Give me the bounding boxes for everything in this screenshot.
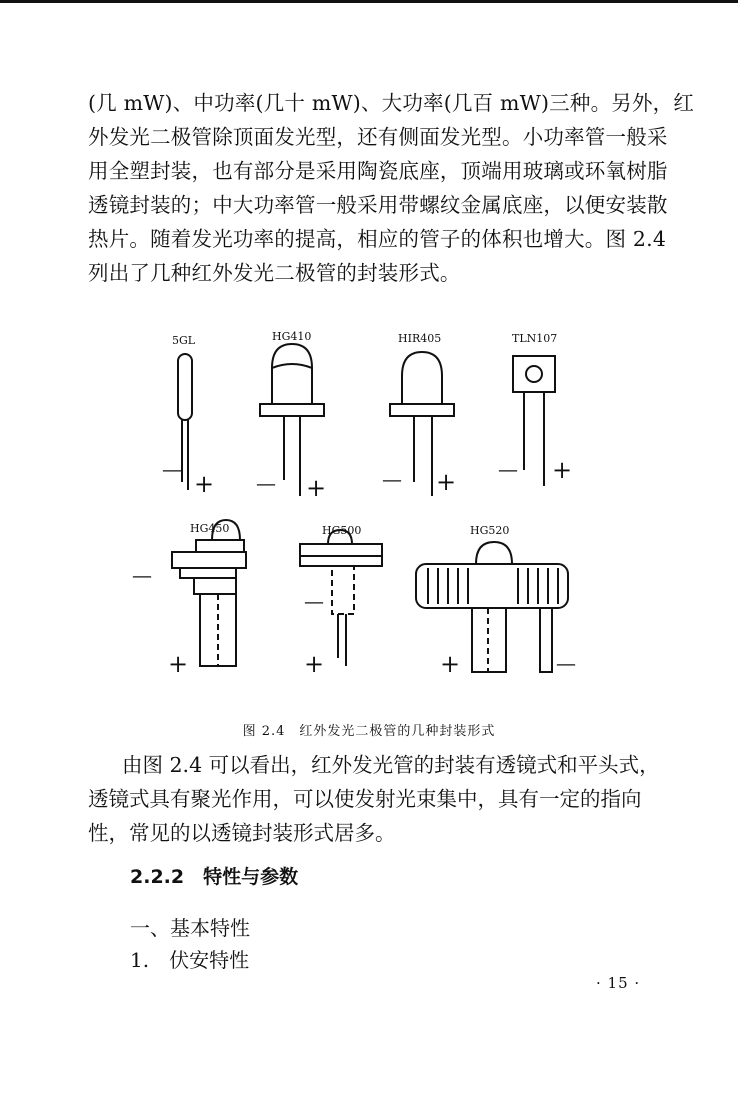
plus-sign: + <box>306 474 327 502</box>
label-tln107: TLN107 <box>512 332 558 345</box>
minus-sign: — <box>162 457 182 481</box>
label-hg500: HG500 <box>322 524 362 537</box>
minus-sign: — <box>132 563 152 587</box>
paragraph-2 <box>88 748 660 850</box>
minus-sign: — <box>256 471 276 495</box>
figure-caption: 图 2.4 红外发光二极管的几种封装形式 <box>242 724 496 739</box>
label-5gl: 5GL <box>172 334 196 347</box>
plus-sign: + <box>440 650 461 678</box>
section-title: 2.2.2 特性与参数 <box>130 866 299 888</box>
label-hg520: HG520 <box>470 524 510 537</box>
label-hir405: HIR405 <box>398 332 442 345</box>
page-number: · 15 · <box>596 974 641 992</box>
text-line: 热片。随着发光功率的提高，相应的管子的体积也增大。图 2.4 <box>88 227 667 251</box>
item-heading: 1. 伏安特性 <box>130 948 250 972</box>
plus-sign: + <box>436 468 457 496</box>
minus-sign: — <box>498 457 518 481</box>
plus-sign: + <box>168 650 189 678</box>
text-line: 用全塑封装，也有部分是采用陶瓷底座，顶端用玻璃或环氧树脂 <box>88 159 668 183</box>
text-line: 透镜封装的；中大功率管一般采用带螺纹金属底座，以便安装散 <box>88 193 668 217</box>
minus-sign: — <box>556 651 576 675</box>
paragraph-1 <box>88 86 695 290</box>
label-hg450: HG450 <box>190 522 230 535</box>
minus-sign: — <box>382 467 402 491</box>
text-line: 列出了几种红外发光二极管的封装形式。 <box>88 261 461 285</box>
plus-sign: + <box>194 470 215 498</box>
led-package-figure <box>120 320 620 700</box>
package-hg450 <box>172 520 246 666</box>
package-tln107 <box>513 356 555 486</box>
label-hg410: HG410 <box>272 330 312 343</box>
subsection-heading: 一、基本特性 <box>130 916 250 940</box>
text-line: 性，常见的以透镜封装形式居多。 <box>88 821 396 845</box>
text-line: 外发光二极管除顶面发光型，还有侧面发光型。小功率管一般采 <box>88 125 668 149</box>
package-hg520 <box>416 542 568 672</box>
minus-sign: — <box>304 589 324 613</box>
text-line: 由图 2.4 可以看出，红外发光管的封装有透镜式和平头式， <box>122 753 660 777</box>
plus-sign: + <box>552 456 573 484</box>
text-line: 透镜式具有聚光作用，可以使发射光束集中，具有一定的指向 <box>88 787 642 811</box>
text-line: (几 mW)、中功率(几十 mW)、大功率(几百 mW)三种。另外，红 <box>88 91 695 115</box>
top-rule <box>0 0 738 3</box>
plus-sign: + <box>304 650 325 678</box>
